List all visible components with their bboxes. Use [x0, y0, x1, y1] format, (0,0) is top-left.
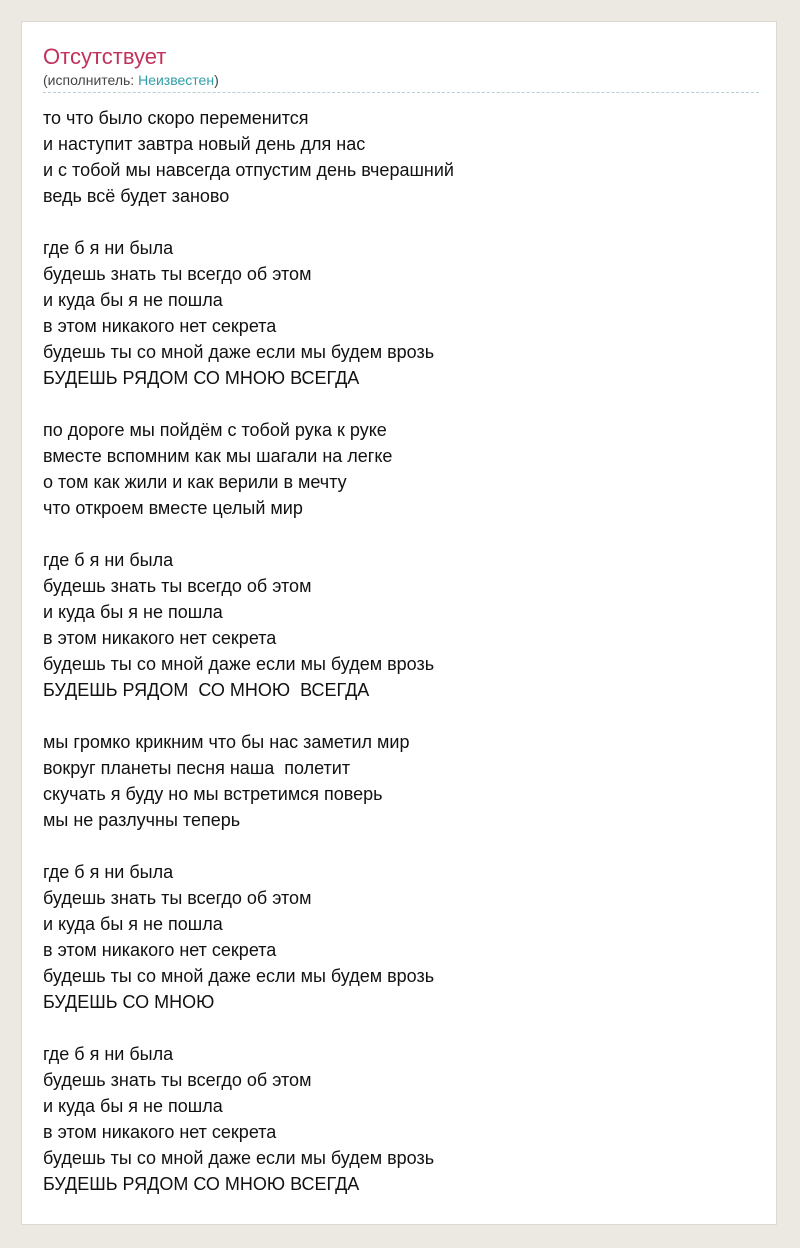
lyric-line: в этом никакого нет секрета: [43, 628, 277, 648]
song-title: Отсутствует: [43, 44, 167, 69]
lyric-line: будешь знать ты всегдо об этом: [43, 576, 312, 596]
lyric-line: будешь знать ты всегдо об этом: [43, 264, 312, 284]
lyric-line: и куда бы я не пошла: [43, 290, 223, 310]
lyric-line: и куда бы я не пошла: [43, 602, 223, 622]
lyrics-body: [43, 105, 759, 1197]
artist-line: [43, 71, 759, 89]
stanza-gap: [43, 521, 759, 547]
stanza-gap: [43, 1015, 759, 1041]
lyric-line: что откроем вместе целый мир: [43, 498, 303, 518]
lyric-line: вместе вспомним как мы шагали на легке: [43, 446, 393, 466]
stanza-gap: [43, 391, 759, 417]
lyric-line: мы не разлучны теперь: [43, 810, 241, 830]
lyric-line: в этом никакого нет секрета: [43, 940, 277, 960]
lyric-line: и куда бы я не пошла: [43, 1096, 223, 1116]
lyric-line: будешь ты со мной даже если мы будем врозь: [43, 654, 435, 674]
lyric-line: в этом никакого нет секрета: [43, 316, 277, 336]
lyric-line: и куда бы я не пошла: [43, 914, 223, 934]
lyric-line: будешь ты со мной даже если мы будем врозь: [43, 966, 435, 986]
artist-prefix: (исполнитель:: [43, 72, 139, 88]
lyric-line: то что было скоро переменится: [43, 108, 309, 128]
lyrics-card: [21, 21, 777, 1225]
lyric-line: будешь ты со мной даже если мы будем врозь: [43, 342, 435, 362]
lyric-line: по дороге мы пойдём с тобой рука к руке: [43, 420, 387, 440]
lyric-line: мы громко крикним что бы нас заметил мир: [43, 732, 410, 752]
artist-link[interactable]: Неизвестен: [138, 72, 215, 88]
lyric-line: БУДЕШЬ СО МНОЮ: [43, 992, 215, 1012]
lyric-line: и наступит завтра новый день для нас: [43, 134, 366, 154]
artist-suffix: ): [214, 72, 219, 88]
song-header: [43, 43, 759, 93]
lyric-line: в этом никакого нет секрета: [43, 1122, 277, 1142]
lyric-line: БУДЕШЬ РЯДОМ СО МНОЮ ВСЕГДА: [43, 368, 360, 388]
lyric-line: БУДЕШЬ РЯДОМ СО МНОЮ ВСЕГДА: [43, 1174, 360, 1194]
stanza-gap: [43, 703, 759, 729]
lyric-line: БУДЕШЬ РЯДОМ СО МНОЮ ВСЕГДА: [43, 680, 370, 700]
lyric-line: где б я ни была: [43, 1044, 174, 1064]
lyric-line: о том как жили и как верили в мечту: [43, 472, 347, 492]
lyric-line: и с тобой мы навсегда отпустим день вчерашний: [43, 160, 454, 180]
stanza-gap: [43, 833, 759, 859]
lyric-line: ведь всё будет заново: [43, 186, 230, 206]
lyric-line: будешь ты со мной даже если мы будем врозь: [43, 1148, 435, 1168]
lyric-line: будешь знать ты всегдо об этом: [43, 1070, 312, 1090]
lyric-line: где б я ни была: [43, 550, 174, 570]
stanza-gap: [43, 209, 759, 235]
lyric-line: где б я ни была: [43, 238, 174, 258]
lyric-line: будешь знать ты всегдо об этом: [43, 888, 312, 908]
lyric-line: скучать я буду но мы встретимся поверь: [43, 784, 383, 804]
lyric-line: вокруг планеты песня наша полетит: [43, 758, 351, 778]
lyric-line: где б я ни была: [43, 862, 174, 882]
